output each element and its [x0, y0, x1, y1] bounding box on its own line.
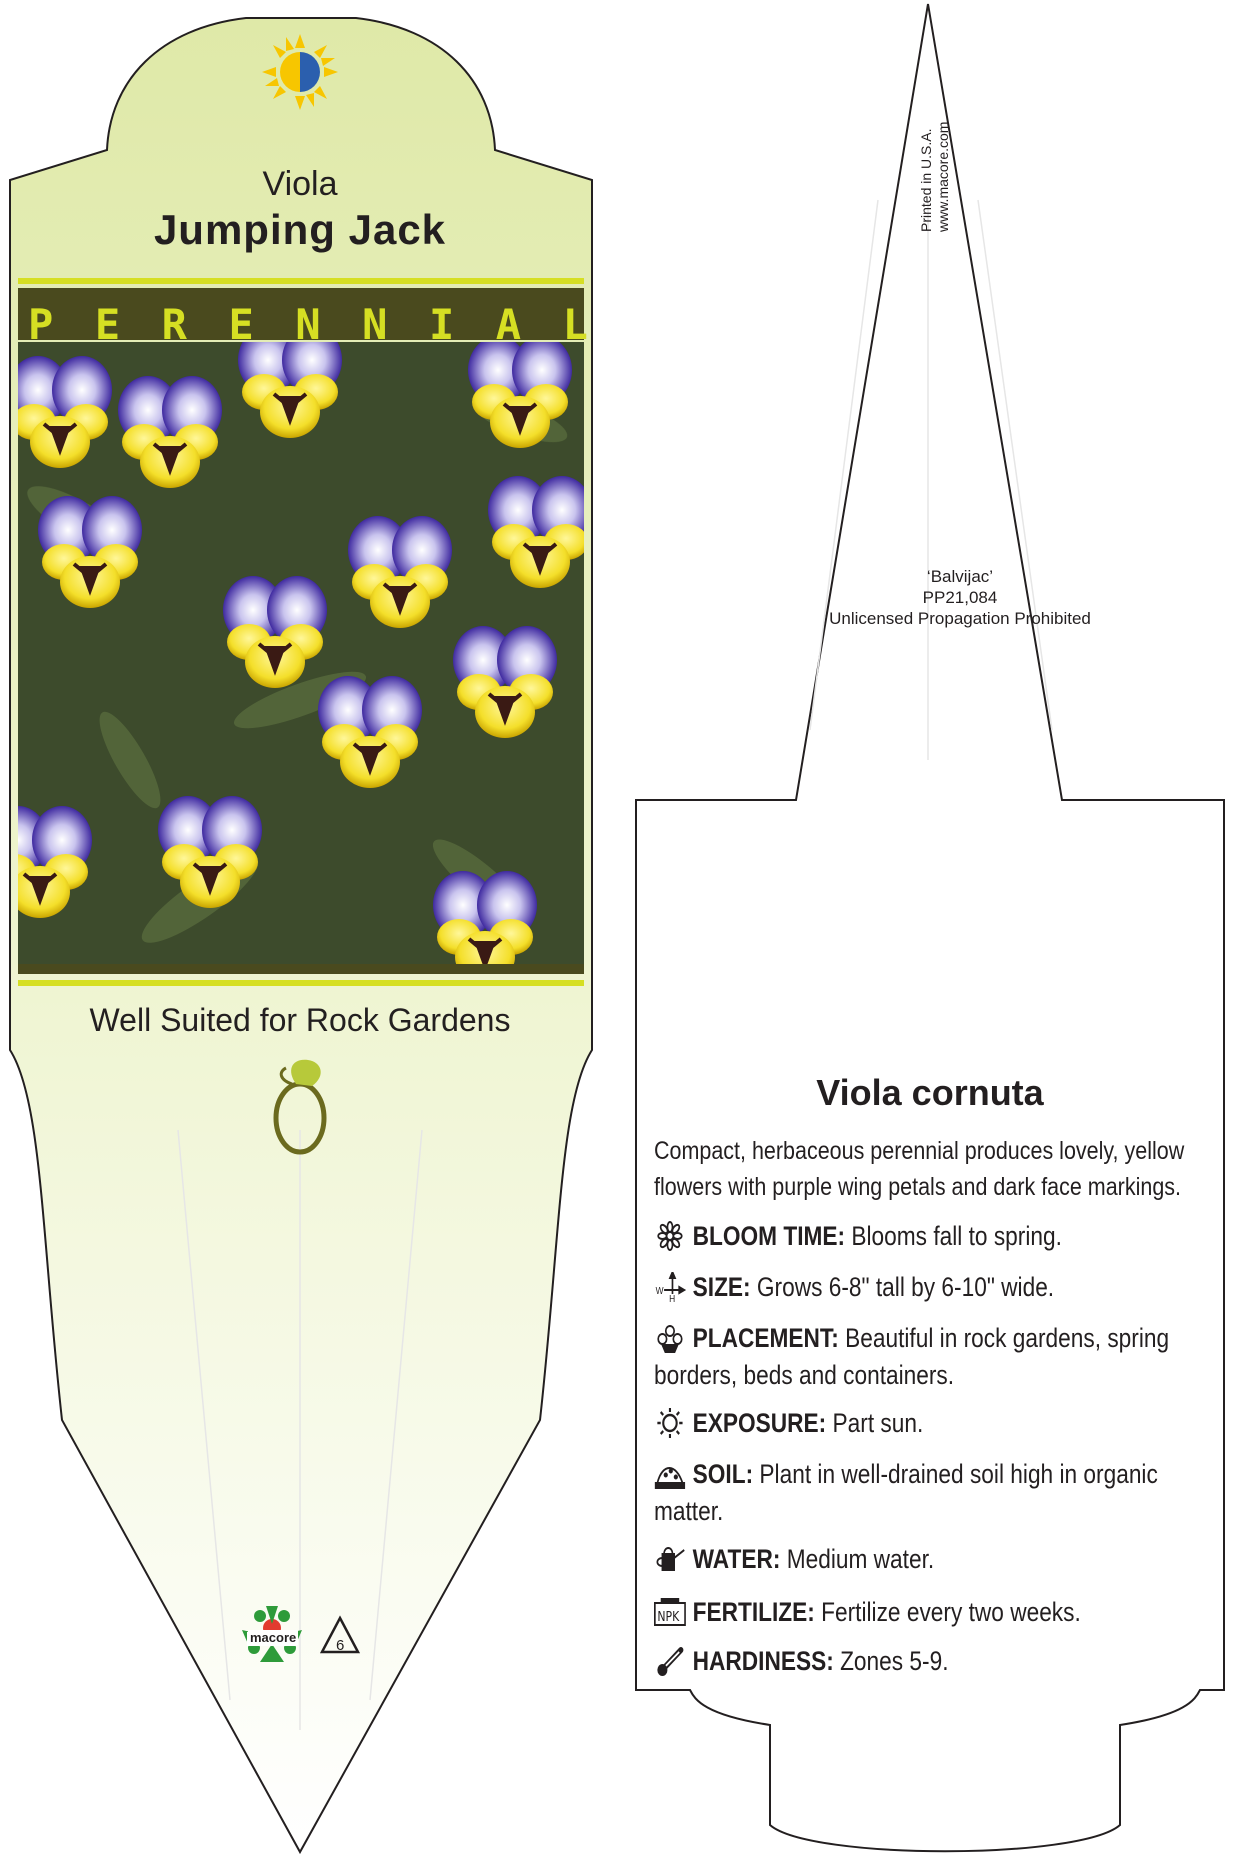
category-letter: A: [495, 300, 522, 349]
attribute-label: SOIL:: [692, 1459, 754, 1489]
attribute-value: Blooms fall to spring.: [845, 1221, 1062, 1251]
attribute-placement: [654, 1320, 1225, 1394]
attribute-label: FERTILIZE:: [692, 1597, 815, 1627]
attribute-label: PLACEMENT:: [692, 1323, 839, 1353]
flower-icon: [654, 1221, 686, 1251]
attribute-value: Part sun.: [826, 1408, 924, 1438]
category-banner: [28, 300, 588, 349]
printed-website: www.macore.com: [935, 121, 951, 232]
recycle-code: 6: [336, 1637, 345, 1654]
tagline: Well Suited for Rock Gardens: [89, 1002, 511, 1038]
sun-icon: [654, 1408, 686, 1438]
patent-number: PP21,084: [922, 588, 998, 607]
category-letter: E: [228, 300, 254, 349]
svg-text:NPK: NPK: [657, 1609, 680, 1625]
soil-icon: [654, 1459, 686, 1489]
attribute-hardiness: [654, 1643, 1225, 1680]
npk-icon: [654, 1597, 686, 1627]
attribute-size: [654, 1269, 1225, 1306]
attribute-label: BLOOM TIME:: [692, 1221, 846, 1251]
attribute-label: EXPOSURE:: [692, 1408, 827, 1438]
attribute-label: WATER:: [692, 1544, 781, 1574]
category-letter: R: [161, 300, 187, 349]
attribute-value: Medium water.: [780, 1544, 935, 1574]
plant-genus: Viola: [262, 165, 338, 203]
category-letter: N: [362, 300, 388, 349]
attribute-soil: [654, 1456, 1225, 1530]
plant-description: Compact, herbaceous perennial produces lovely, yellow flowers with purple wing petals and dark face markings.: [654, 1137, 1185, 1201]
attribute-value: Fertilize every two weeks.: [814, 1597, 1081, 1627]
watering-can-icon: [654, 1544, 686, 1574]
attribute-value: Plant in well-drained soil high in organic matter.: [654, 1459, 1158, 1526]
placement-icon: [654, 1323, 686, 1353]
size-icon: [654, 1272, 686, 1302]
attribute-label: HARDINESS:: [692, 1646, 834, 1676]
propagation-notice: Unlicensed Propagation Prohibited: [829, 609, 1091, 628]
category-letter: N: [295, 300, 321, 349]
printed-info: [918, 122, 952, 232]
attribute-value: Zones 5-9.: [833, 1646, 949, 1676]
category-letter: L: [562, 300, 588, 349]
brand-name: macore: [250, 1630, 297, 1645]
plant-cultivar: Jumping Jack: [153, 206, 447, 253]
svg-text:W: W: [655, 1285, 664, 1297]
botanical-name: Viola cornuta: [816, 1072, 1044, 1113]
category-letter: P: [28, 300, 54, 349]
attribute-exposure: [654, 1405, 1225, 1442]
cultivar-name: ‘Balvijac’: [926, 567, 994, 586]
attribute-label: SIZE:: [692, 1272, 751, 1302]
attribute-bloom-time: [654, 1218, 1225, 1255]
cultivar-registration: [760, 566, 1160, 629]
attribute-fertilize: [654, 1594, 1225, 1631]
category-letter: I: [428, 300, 455, 349]
category-letter: E: [94, 300, 121, 349]
sun-icon: [262, 34, 338, 110]
printed-origin: Printed in U.S.A.: [918, 128, 934, 232]
attribute-water: [654, 1541, 1225, 1578]
svg-text:H: H: [669, 1293, 676, 1302]
thermometer-icon: [654, 1646, 686, 1676]
attribute-value: Beautiful in rock gardens, spring borders, beds and containers.: [654, 1323, 1170, 1390]
attribute-value: Grows 6-8" tall by 6-10" wide.: [750, 1272, 1055, 1302]
